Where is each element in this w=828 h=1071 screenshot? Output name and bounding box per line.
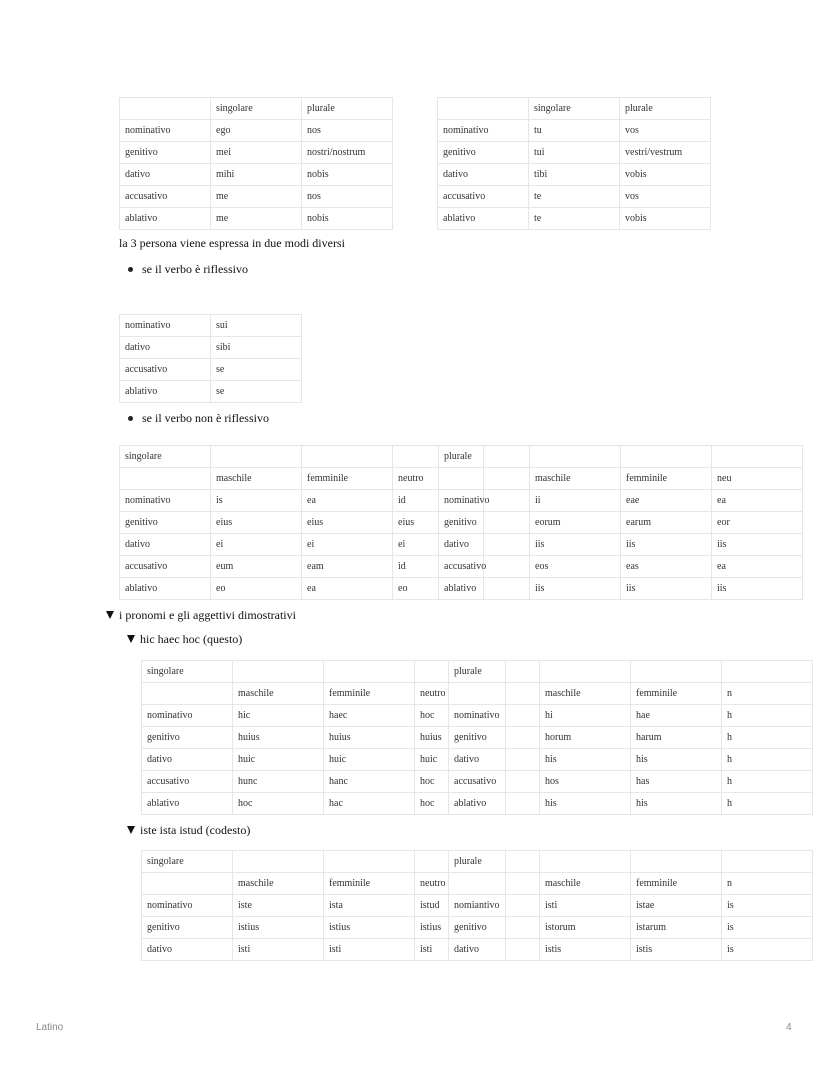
table-cell: istarum <box>631 917 722 939</box>
table-cell: singolare <box>211 98 302 120</box>
table-cell: ii <box>530 490 621 512</box>
table-cell <box>506 895 540 917</box>
third-person-intro: la 3 persona viene espressa in due modi diversi <box>119 236 345 250</box>
table-row <box>120 446 803 468</box>
table-cell <box>438 98 529 120</box>
toggle-demonstratives-label: i pronomi e gli aggettivi dimostrativi <box>119 608 296 622</box>
table-cell: eas <box>621 556 712 578</box>
table-row <box>120 578 803 600</box>
table-cell: huic <box>415 749 449 771</box>
table-cell: dativo <box>120 164 211 186</box>
table-cell: istae <box>631 895 722 917</box>
table-cell: eor <box>712 512 803 534</box>
table-cell <box>484 490 530 512</box>
table-cell: eius <box>302 512 393 534</box>
table-cell <box>540 851 631 873</box>
table-cell <box>393 446 439 468</box>
table-cell: dativo <box>142 749 233 771</box>
table-cell: genitivo <box>120 142 211 164</box>
table-cell <box>621 446 712 468</box>
table-cell <box>540 661 631 683</box>
table-row <box>142 705 813 727</box>
toggle-hic[interactable] <box>127 632 242 647</box>
table-row <box>120 381 302 403</box>
table-row <box>120 359 302 381</box>
table-iste <box>141 850 813 961</box>
table-cell: nominativo <box>142 895 233 917</box>
table-cell: hae <box>631 705 722 727</box>
table-cell: isti <box>540 895 631 917</box>
table-cell: accusativo <box>120 556 211 578</box>
table-cell: singolare <box>529 98 620 120</box>
table-cell: huic <box>233 749 324 771</box>
table-cell: genitivo <box>438 142 529 164</box>
table-cell <box>631 851 722 873</box>
table-cell <box>506 683 540 705</box>
table-cell <box>211 446 302 468</box>
table-cell <box>142 683 233 705</box>
table-cell: harum <box>631 727 722 749</box>
table-cell: genitivo <box>120 512 211 534</box>
table-cell: femminile <box>621 468 712 490</box>
table-cell: iste <box>233 895 324 917</box>
table-cell: genitivo <box>449 917 506 939</box>
table-cell: istis <box>631 939 722 961</box>
table-cell: me <box>211 186 302 208</box>
table-cell: ablativo <box>439 578 484 600</box>
table-hic <box>141 660 813 815</box>
table-row <box>438 186 711 208</box>
table-row <box>142 661 813 683</box>
table-cell: id <box>393 556 439 578</box>
table-cell: accusativo <box>142 771 233 793</box>
table-cell: accusativo <box>438 186 529 208</box>
toggle-iste[interactable] <box>127 823 250 838</box>
table-cell: huius <box>324 727 415 749</box>
table-cell: neu <box>712 468 803 490</box>
table-cell: vos <box>620 186 711 208</box>
table-cell: femminile <box>324 873 415 895</box>
table-cell: nobis <box>302 208 393 230</box>
table-second-person <box>437 97 711 230</box>
table-cell: accusativo <box>449 771 506 793</box>
table-cell: te <box>529 208 620 230</box>
table-cell: ei <box>211 534 302 556</box>
table-row <box>438 98 711 120</box>
table-row <box>142 683 813 705</box>
table-cell: ablativo <box>120 208 211 230</box>
table-cell: maschile <box>540 683 631 705</box>
table-row <box>142 873 813 895</box>
table-cell: vestri/vestrum <box>620 142 711 164</box>
table-cell: nos <box>302 120 393 142</box>
table-row <box>142 793 813 815</box>
table-cell <box>484 556 530 578</box>
toggle-hic-label: hic haec hoc (questo) <box>140 632 243 646</box>
table-row <box>120 164 393 186</box>
table-cell: neutro <box>415 683 449 705</box>
table-cell: hoc <box>415 793 449 815</box>
table-cell: genitivo <box>449 727 506 749</box>
table-cell: singolare <box>142 851 233 873</box>
table-cell: ablativo <box>142 793 233 815</box>
table-cell <box>506 873 540 895</box>
table-cell: ea <box>302 490 393 512</box>
table-row <box>142 851 813 873</box>
table-cell <box>506 771 540 793</box>
table-cell: plurale <box>439 446 484 468</box>
table-cell: genitivo <box>142 917 233 939</box>
table-cell: ablativo <box>449 793 506 815</box>
table-cell <box>233 661 324 683</box>
table-cell: iis <box>530 578 621 600</box>
table-cell: se <box>211 359 302 381</box>
table-cell: vobis <box>620 164 711 186</box>
toggle-iste-label: iste ista istud (codesto) <box>140 823 251 837</box>
table-cell: istius <box>324 917 415 939</box>
table-cell: iis <box>621 534 712 556</box>
table-cell: istis <box>540 939 631 961</box>
table-cell <box>712 446 803 468</box>
table-cell: hanc <box>324 771 415 793</box>
table-cell: ablativo <box>120 381 211 403</box>
table-hic-scroll[interactable] <box>141 660 730 820</box>
table-cell: eae <box>621 490 712 512</box>
toggle-open-icon[interactable] <box>106 611 114 619</box>
table-cell: plurale <box>620 98 711 120</box>
table-cell <box>506 705 540 727</box>
table-cell <box>722 661 813 683</box>
table-cell: genitivo <box>142 727 233 749</box>
table-cell: istud <box>415 895 449 917</box>
table-cell <box>415 851 449 873</box>
table-cell: eo <box>211 578 302 600</box>
table-cell <box>506 749 540 771</box>
table-cell: huius <box>415 727 449 749</box>
table-is-ea-id <box>119 445 803 600</box>
table-cell: eos <box>530 556 621 578</box>
table-row <box>120 186 393 208</box>
table-cell: dativo <box>449 749 506 771</box>
table-cell: is <box>722 939 813 961</box>
table-cell: h <box>722 749 813 771</box>
table-cell: dativo <box>120 534 211 556</box>
table-row <box>120 556 803 578</box>
table-cell: plurale <box>302 98 393 120</box>
table-cell <box>449 873 506 895</box>
table-cell: tui <box>529 142 620 164</box>
table-cell: iis <box>712 578 803 600</box>
table-cell: eam <box>302 556 393 578</box>
table-cell: dativo <box>142 939 233 961</box>
table-cell: maschile <box>211 468 302 490</box>
table-cell <box>506 793 540 815</box>
table-cell: hoc <box>233 793 324 815</box>
table-cell: maschile <box>530 468 621 490</box>
table-cell: dativo <box>449 939 506 961</box>
table-cell <box>439 468 484 490</box>
table-cell: sibi <box>211 337 302 359</box>
table-cell: accusativo <box>439 556 484 578</box>
table-cell: neutro <box>415 873 449 895</box>
table-cell: singolare <box>142 661 233 683</box>
table-cell: n <box>722 683 813 705</box>
table-cell <box>142 873 233 895</box>
toggle-demonstratives[interactable] <box>106 608 296 623</box>
table-is-ea-id-scroll[interactable] <box>119 445 730 605</box>
table-cell: ablativo <box>438 208 529 230</box>
table-cell: huic <box>324 749 415 771</box>
table-cell: ei <box>302 534 393 556</box>
table-cell: h <box>722 793 813 815</box>
table-cell: genitivo <box>439 512 484 534</box>
table-row <box>120 337 302 359</box>
table-cell: istorum <box>540 917 631 939</box>
table-cell: maschile <box>233 873 324 895</box>
table-cell <box>722 851 813 873</box>
table-row <box>142 895 813 917</box>
table-row <box>120 512 803 534</box>
table-cell: ablativo <box>120 578 211 600</box>
table-cell: dativo <box>439 534 484 556</box>
table-cell: his <box>540 793 631 815</box>
table-cell: accusativo <box>120 359 211 381</box>
table-row <box>438 120 711 142</box>
table-cell: his <box>631 793 722 815</box>
table-cell: ei <box>393 534 439 556</box>
table-cell: hoc <box>415 771 449 793</box>
table-cell: dativo <box>120 337 211 359</box>
table-cell: haec <box>324 705 415 727</box>
table-cell: hunc <box>233 771 324 793</box>
table-cell <box>530 446 621 468</box>
table-cell <box>415 661 449 683</box>
table-cell: femminile <box>631 873 722 895</box>
table-cell: mihi <box>211 164 302 186</box>
table-row <box>120 315 302 337</box>
table-row <box>120 468 803 490</box>
table-cell: femminile <box>302 468 393 490</box>
table-cell <box>506 851 540 873</box>
table-cell: huius <box>233 727 324 749</box>
table-cell: nominativo <box>438 120 529 142</box>
table-row <box>142 939 813 961</box>
table-cell: tu <box>529 120 620 142</box>
table-cell: h <box>722 705 813 727</box>
table-cell <box>506 939 540 961</box>
bullet-icon <box>128 267 133 272</box>
table-cell: hos <box>540 771 631 793</box>
table-cell: isti <box>415 939 449 961</box>
table-cell: plurale <box>449 851 506 873</box>
table-cell <box>484 512 530 534</box>
bullet-icon <box>128 416 133 421</box>
table-cell: ego <box>211 120 302 142</box>
table-row <box>142 727 813 749</box>
table-row <box>438 164 711 186</box>
table-cell: hac <box>324 793 415 815</box>
table-cell: eo <box>393 578 439 600</box>
table-cell: vobis <box>620 208 711 230</box>
table-cell: eius <box>211 512 302 534</box>
table-cell: his <box>540 749 631 771</box>
table-cell: isti <box>324 939 415 961</box>
table-cell: ea <box>302 578 393 600</box>
table-cell: istius <box>233 917 324 939</box>
table-cell: eum <box>211 556 302 578</box>
table-cell: nominativo <box>120 120 211 142</box>
table-cell: nominativo <box>120 490 211 512</box>
table-cell: maschile <box>540 873 631 895</box>
table-row <box>142 749 813 771</box>
table-cell: nomiantivo <box>449 895 506 917</box>
table-cell: istius <box>415 917 449 939</box>
bullet-item-non-reflexive <box>128 411 269 426</box>
table-first-person <box>119 97 393 230</box>
table-cell: neutro <box>393 468 439 490</box>
table-cell: ista <box>324 895 415 917</box>
table-cell: has <box>631 771 722 793</box>
table-cell <box>120 468 211 490</box>
table-cell: eius <box>393 512 439 534</box>
table-cell: nos <box>302 186 393 208</box>
toggle-open-icon[interactable] <box>127 635 135 643</box>
table-cell: nostri/nostrum <box>302 142 393 164</box>
table-row <box>120 208 393 230</box>
bullet-item-reflexive <box>128 262 248 277</box>
table-row <box>120 142 393 164</box>
table-cell <box>449 683 506 705</box>
table-cell: isti <box>233 939 324 961</box>
table-cell: is <box>211 490 302 512</box>
table-cell: earum <box>621 512 712 534</box>
page-number: 4 <box>786 1022 792 1033</box>
bullet-text: se il verbo non è riflessivo <box>142 411 269 425</box>
table-cell <box>484 446 530 468</box>
table-row <box>438 142 711 164</box>
table-cell: horum <box>540 727 631 749</box>
table-cell: hoc <box>415 705 449 727</box>
table-reflexive <box>119 314 302 403</box>
table-cell <box>484 534 530 556</box>
table-cell: his <box>631 749 722 771</box>
table-cell: accusativo <box>120 186 211 208</box>
table-cell: vos <box>620 120 711 142</box>
table-cell: iis <box>530 534 621 556</box>
table-cell: tibi <box>529 164 620 186</box>
table-cell: dativo <box>438 164 529 186</box>
table-cell: me <box>211 208 302 230</box>
table-cell <box>506 917 540 939</box>
table-cell <box>120 98 211 120</box>
table-cell: nominativo <box>120 315 211 337</box>
table-cell: n <box>722 873 813 895</box>
table-cell: ea <box>712 490 803 512</box>
table-cell: is <box>722 917 813 939</box>
toggle-open-icon[interactable] <box>127 826 135 834</box>
table-cell: nominativo <box>142 705 233 727</box>
table-cell: is <box>722 895 813 917</box>
table-cell: femminile <box>631 683 722 705</box>
table-cell: hic <box>233 705 324 727</box>
table-cell: plurale <box>449 661 506 683</box>
table-row <box>142 917 813 939</box>
table-cell: maschile <box>233 683 324 705</box>
table-cell: h <box>722 727 813 749</box>
table-row <box>438 208 711 230</box>
table-cell: mei <box>211 142 302 164</box>
table-cell: nominativo <box>449 705 506 727</box>
table-iste-scroll[interactable] <box>141 850 734 962</box>
table-cell <box>506 661 540 683</box>
table-cell: nobis <box>302 164 393 186</box>
table-cell: hi <box>540 705 631 727</box>
table-cell: sui <box>211 315 302 337</box>
table-cell <box>484 578 530 600</box>
table-cell <box>324 661 415 683</box>
table-row <box>120 534 803 556</box>
table-cell <box>324 851 415 873</box>
table-cell: nominativo <box>439 490 484 512</box>
table-cell <box>302 446 393 468</box>
footer-title: Latino <box>36 1022 64 1033</box>
table-row <box>142 771 813 793</box>
table-cell <box>506 727 540 749</box>
table-cell: h <box>722 771 813 793</box>
table-row <box>120 120 393 142</box>
table-cell <box>233 851 324 873</box>
bullet-text: se il verbo è riflessivo <box>142 262 248 276</box>
table-cell: iis <box>712 534 803 556</box>
table-cell: eorum <box>530 512 621 534</box>
table-cell: se <box>211 381 302 403</box>
table-row <box>120 490 803 512</box>
table-cell: iis <box>621 578 712 600</box>
table-cell: ea <box>712 556 803 578</box>
table-cell: id <box>393 490 439 512</box>
table-cell <box>631 661 722 683</box>
table-cell <box>484 468 530 490</box>
table-cell: te <box>529 186 620 208</box>
table-row <box>120 98 393 120</box>
table-cell: singolare <box>120 446 211 468</box>
table-cell: femminile <box>324 683 415 705</box>
